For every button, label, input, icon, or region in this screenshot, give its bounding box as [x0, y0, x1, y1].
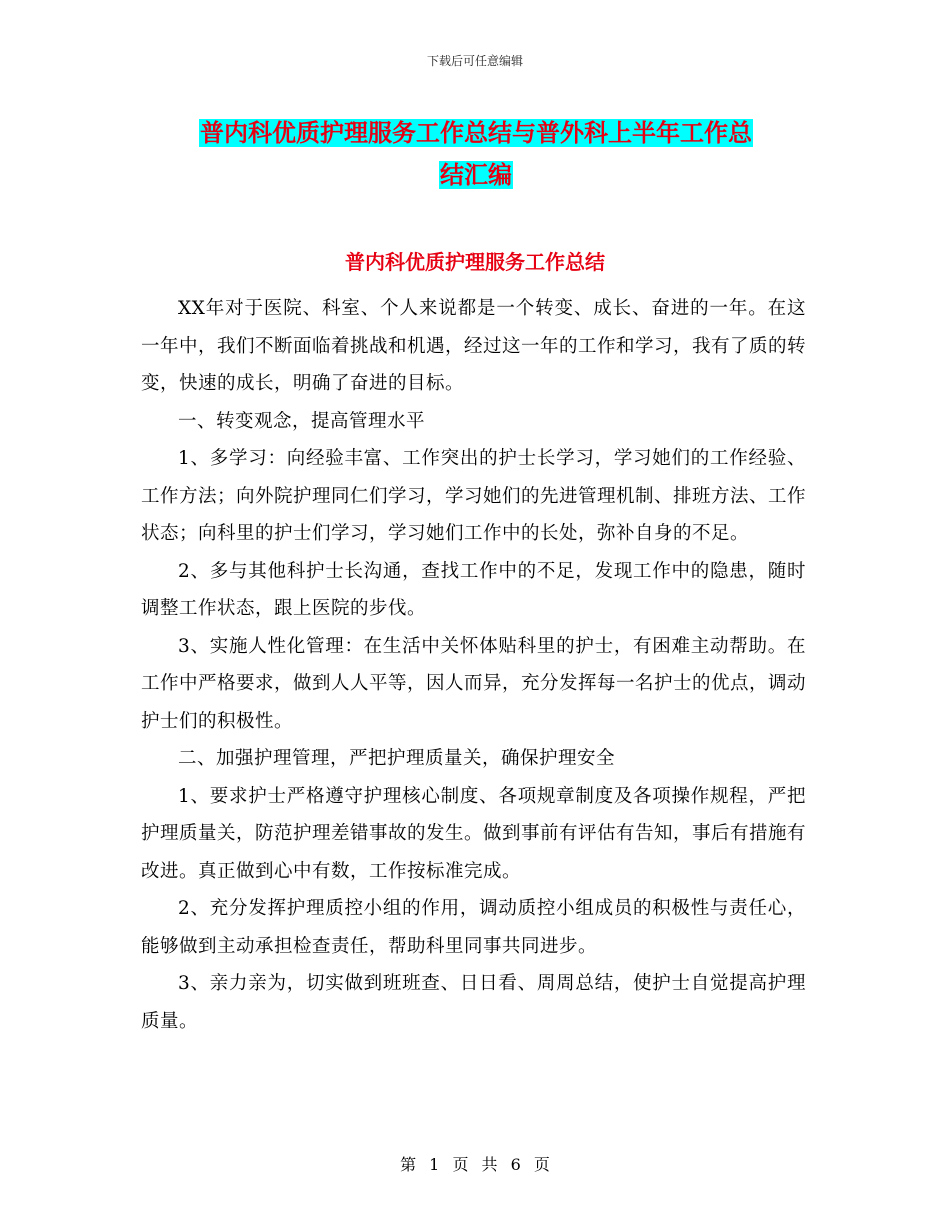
page-number: 第 1 页 共 6 页 [400, 1155, 550, 1174]
paragraph-intro: XX年对于医院、科室、个人来说都是一个转变、成长、奋进的一年。在这一年中，我们不断面临着挑战和机遇，经过这一年的工作和学习，我有了质的转变，快速的成长，明确了奋进的目标。 [141, 298, 807, 394]
paragraph-2-1: 1、要求护士严格遵守护理核心制度、各项规章制度及各项操作规程，严把护理质量关，防范护理差错事故的发生。做到事前有评估有告知，事后有措施有改进。真正做到心中有数，工作按标准完成。 [141, 785, 807, 882]
section-title: 普内科优质护理服务工作总结 [345, 250, 605, 274]
paragraph-2-3: 3、亲力亲为，切实做到班班查、日日看、周周总结，使护士自觉提高护理质量。 [141, 973, 806, 1032]
paragraph-heading-1: 一、转变观念，提高管理水平 [178, 410, 426, 432]
paragraph-2-2: 2、充分发挥护理质控小组的作用，调动质控小组成员的积极性与责任心，能够做到主动承担检查责任，帮助科里同事共同进步。 [141, 898, 806, 957]
document-title-line-1: 普内科优质护理服务工作总结与普外科上半年工作总 [200, 119, 752, 147]
paragraph-1-3: 3、实施人性化管理：在生活中关怀体贴科里的护士，有困难主动帮助。在工作中严格要求，做到人人平等，因人而异，充分发挥每一名护士的优点，调动护士们的积极性。 [141, 635, 807, 732]
paragraph-1-2: 2、多与其他科护士长沟通，查找工作中的不足，发现工作中的隐患，随时调整工作状态，跟上医院的步伐。 [141, 560, 806, 619]
document-body [141, 290, 806, 1040]
document-title [140, 112, 812, 196]
page-header-note: 下载后可任意编辑 [426, 54, 523, 68]
paragraph-heading-2: 二、加强护理管理，严把护理质量关，确保护理安全 [178, 748, 616, 769]
document-title-line-2: 结汇编 [440, 161, 512, 189]
paragraph-1-1: 1、多学习：向经验丰富、工作突出的护士长学习，学习她们的工作经验、工作方法；向外院护理同仁们学习，学习她们的先进管理机制、排班方法、工作状态；向科里的护士们学习，学习她们工作中的长处，弥补自身的不足。 [141, 448, 807, 544]
